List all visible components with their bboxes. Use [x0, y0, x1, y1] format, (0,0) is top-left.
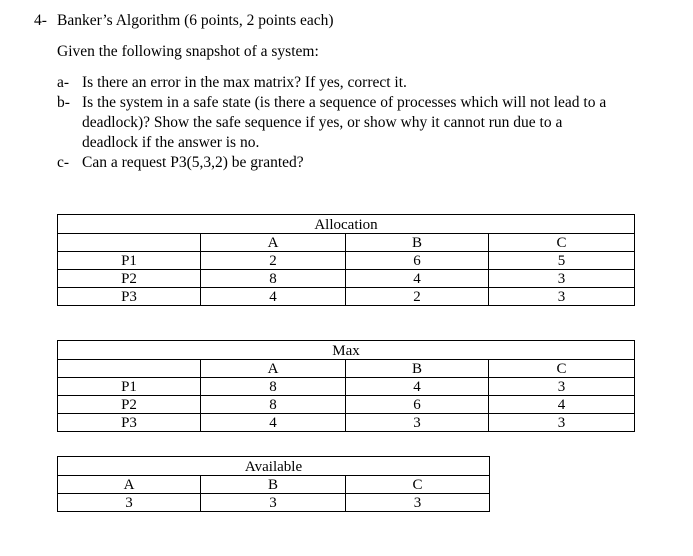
item-a-text: Is there an error in the max matrix? If yes, correct it. — [82, 74, 407, 91]
table-cell: 6 — [346, 396, 489, 414]
max-corner-cell — [58, 360, 201, 378]
question-number: 4- — [34, 12, 47, 29]
allocation-title: Allocation — [58, 215, 635, 234]
table-cell: 4 — [489, 396, 635, 414]
table-cell: 3 — [489, 414, 635, 432]
available-header-row — [58, 476, 490, 494]
table-row — [58, 252, 635, 270]
table-row — [58, 494, 490, 512]
question-intro: Given the following snapshot of a system: — [57, 43, 319, 60]
table-cell: 4 — [346, 378, 489, 396]
process-label: P3 — [58, 414, 201, 432]
max-col-c: C — [489, 360, 635, 378]
process-label: P2 — [58, 270, 201, 288]
process-label: P2 — [58, 396, 201, 414]
max-header-row — [58, 360, 635, 378]
table-cell: 2 — [201, 252, 346, 270]
item-b-label: b- — [57, 94, 70, 111]
question-title: Banker’s Algorithm (6 points, 2 points each) — [57, 12, 334, 29]
allocation-corner-cell — [58, 234, 201, 252]
table-row — [58, 288, 635, 306]
allocation-table — [57, 214, 635, 306]
table-cell: 8 — [201, 378, 346, 396]
table-row — [58, 378, 635, 396]
table-cell: 4 — [346, 270, 489, 288]
max-table — [57, 340, 635, 432]
table-row — [58, 396, 635, 414]
max-title: Max — [58, 341, 635, 360]
item-c-text: Can a request P3(5,3,2) be granted? — [82, 154, 304, 171]
allocation-col-a: A — [201, 234, 346, 252]
table-cell: 4 — [201, 414, 346, 432]
table-cell: 4 — [201, 288, 346, 306]
max-col-a: A — [201, 360, 346, 378]
allocation-col-b: B — [346, 234, 489, 252]
process-label: P1 — [58, 252, 201, 270]
available-table — [57, 456, 490, 512]
table-row — [58, 414, 635, 432]
available-col-b: B — [201, 476, 346, 494]
allocation-col-c: C — [489, 234, 635, 252]
table-cell: 3 — [346, 494, 490, 512]
table-cell: 3 — [346, 414, 489, 432]
item-c-label: c- — [57, 154, 70, 171]
available-title: Available — [58, 457, 490, 476]
table-cell: 3 — [201, 494, 346, 512]
table-cell: 3 — [489, 270, 635, 288]
table-cell: 8 — [201, 270, 346, 288]
item-b-text-line-2: deadlock)? Show the safe sequence if yes, or show why it cannot run due to a — [82, 114, 563, 131]
item-a-label: a- — [57, 74, 70, 91]
allocation-header-row — [58, 234, 635, 252]
max-col-b: B — [346, 360, 489, 378]
table-row — [58, 270, 635, 288]
table-cell: 3 — [58, 494, 201, 512]
item-b-text-line-3: deadlock if the answer is no. — [82, 134, 260, 151]
table-cell: 3 — [489, 288, 635, 306]
table-cell: 2 — [346, 288, 489, 306]
available-col-c: C — [346, 476, 490, 494]
table-cell: 3 — [489, 378, 635, 396]
table-cell: 5 — [489, 252, 635, 270]
table-cell: 6 — [346, 252, 489, 270]
table-cell: 8 — [201, 396, 346, 414]
process-label: P1 — [58, 378, 201, 396]
item-b-text-line-1: Is the system in a safe state (is there a sequence of processes which will not lead to a — [82, 94, 607, 111]
available-col-a: A — [58, 476, 201, 494]
process-label: P3 — [58, 288, 201, 306]
